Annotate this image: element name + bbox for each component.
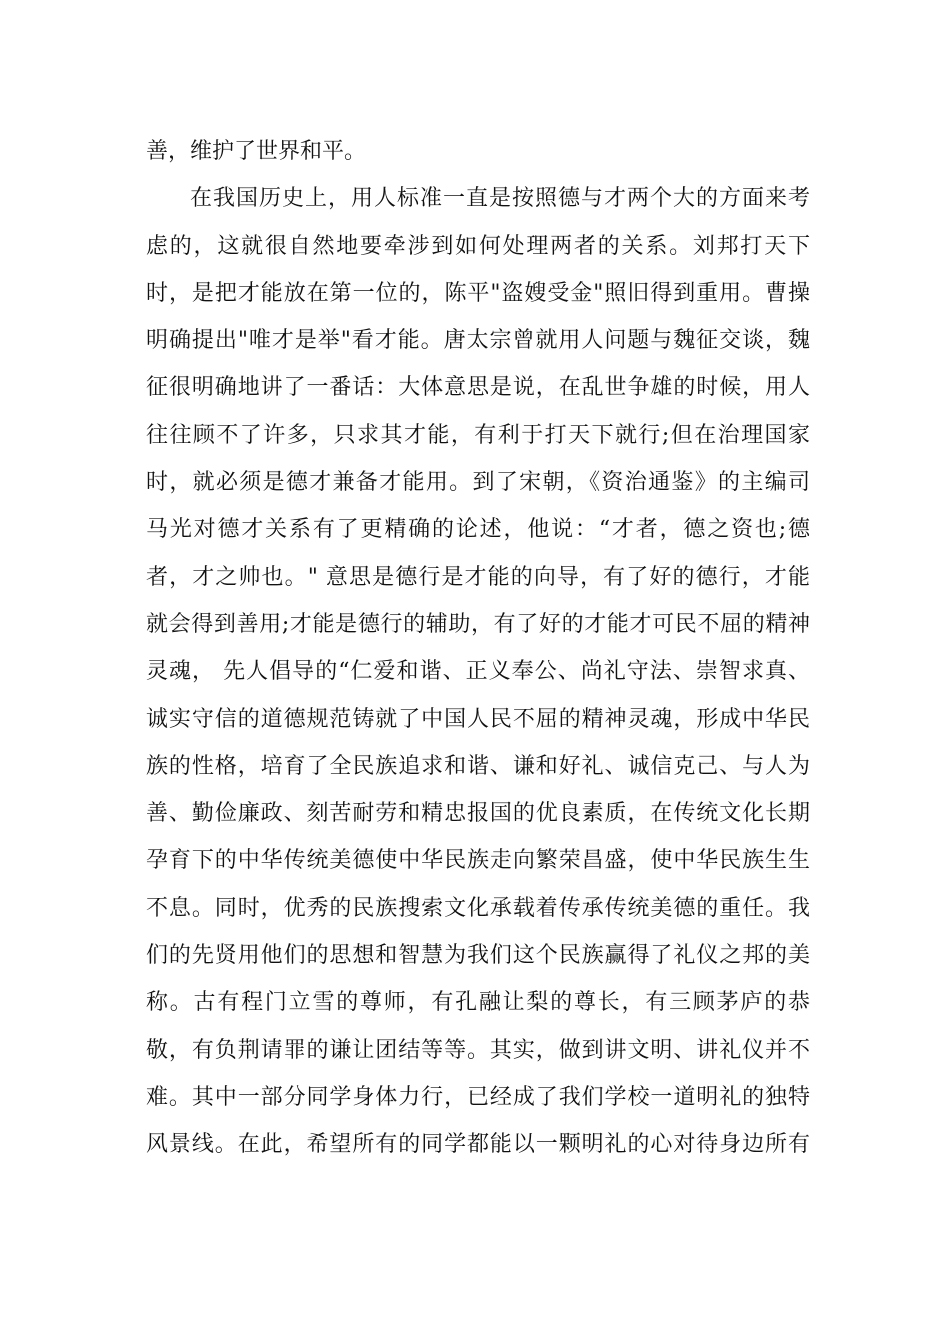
text-line: 敬，有负荆请罪的谦让团结等等。其实，做到讲文明、讲礼仪并不 <box>146 1037 810 1063</box>
text-line: 往往顾不了许多，只求其才能，有利于打天下就行;但在治理国家 <box>146 422 810 448</box>
text-line: 难。其中一部分同学身体力行，已经成了我们学校一道明礼的独特 <box>146 1084 810 1110</box>
text-line: 虑的，这就很自然地要牵涉到如何处理两者的关系。刘邦打天下 <box>146 233 810 259</box>
text-line: 孕育下的中华传统美德使中华民族走向繁荣昌盛，使中华民族生生 <box>146 848 810 874</box>
text-line: 明确提出"唯才是举"看才能。唐太宗曾就用人问题与魏征交谈，魏 <box>146 328 810 354</box>
text-line: 时，就必须是德才兼备才能用。到了宋朝，《资治通鉴》的主编司 <box>146 470 810 496</box>
text-line: 善、勤俭廉政、刻苦耐劳和精忠报国的优良素质，在传统文化长期 <box>146 801 810 827</box>
text-line: 称。古有程门立雪的尊师，有孔融让梨的尊长，有三顾茅庐的恭 <box>146 990 810 1016</box>
text-line: 在我国历史上，用人标准一直是按照德与才两个大的方面来考 <box>190 186 810 212</box>
text-line: 马光对德才关系有了更精确的论述，他说：“才者，德之资也;德 <box>146 517 810 543</box>
text-line: 灵魂， 先人倡导的“仁爱和谐、正义奉公、尚礼守法、崇智求真、 <box>146 659 810 685</box>
text-line: 风景线。在此，希望所有的同学都能以一颗明礼的心对待身边所有 <box>146 1132 810 1158</box>
text-line: 不息。同时，优秀的民族搜索文化承载着传承传统美德的重任。我 <box>146 895 810 921</box>
text-line: 族的性格，培育了全民族追求和谐、谦和好礼、诚信克己、与人为 <box>146 753 810 779</box>
text-line: 者，才之帅也。" 意思是德行是才能的向导，有了好的德行，才能 <box>146 564 810 590</box>
text-line: 们的先贤用他们的思想和智慧为我们这个民族赢得了礼仪之邦的美 <box>146 943 810 969</box>
text-line: 就会得到善用;才能是德行的辅助，有了好的才能才可民不屈的精神 <box>146 611 810 637</box>
text-line: 时，是把才能放在第一位的，陈平"盗嫂受金"照旧得到重用。曹操 <box>146 280 810 306</box>
body-text <box>146 128 810 1169</box>
text-line: 征很明确地讲了一番话：大体意思是说，在乱世争雄的时候，用人 <box>146 375 810 401</box>
text-line: 诚实守信的道德规范铸就了中国人民不屈的精神灵魂，形成中华民 <box>146 706 810 732</box>
text-line: 善，维护了世界和平。 <box>146 139 367 164</box>
